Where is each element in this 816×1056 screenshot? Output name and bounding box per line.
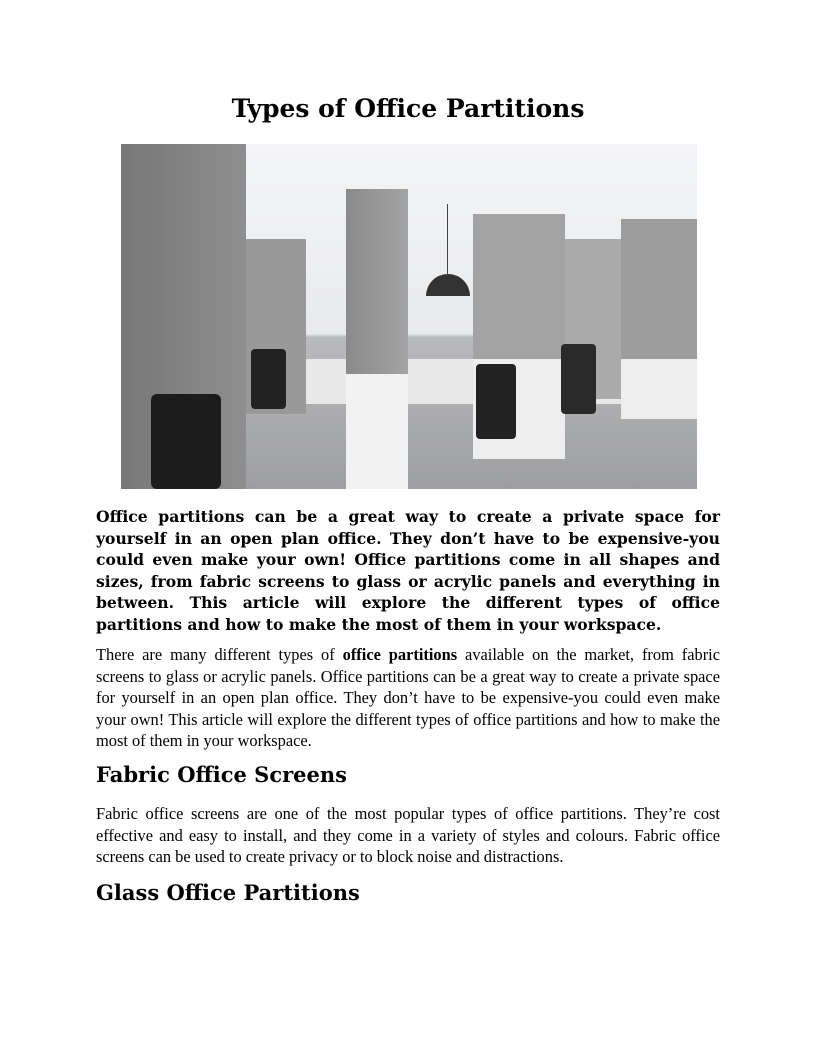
text: There are many different types of <box>96 645 343 664</box>
page-title: Types of Office Partitions <box>231 94 585 123</box>
intro-paragraph: Office partitions can be a great way to create a private space for yourself in an open plan office. They don’t have to be expensive-you could even make your own! Office partitions come in all shapes and sizes, from fabric screens to glass or acrylic panels and everything in between. This article will explore the different types of office partitions and how to make the most of them in your workspace. <box>96 507 720 634</box>
section-heading-fabric: Fabric Office Screens <box>96 762 347 787</box>
overview-paragraph <box>96 644 720 752</box>
section-heading-glass: Glass Office Partitions <box>96 880 360 905</box>
fabric-paragraph: Fabric office screens are one of the most popular types of office partitions. They’re cost effective and easy to install, and they come in a variety of styles and colours. Fabric office screens can be used to create privacy or to block noise and distractions. <box>96 804 720 867</box>
office-partitions-photo <box>121 144 697 489</box>
text: available on the market, from fabric screens to glass or acrylic panels. Office partitions can be a great way to create a private space for yourself in an open plan office. They don’t have to be expensive-you could even make your own! This article will explore the different types of office partitions and how to make the most of them in your workspace. <box>96 645 720 751</box>
office-partitions-keyword: office partitions <box>342 645 458 664</box>
